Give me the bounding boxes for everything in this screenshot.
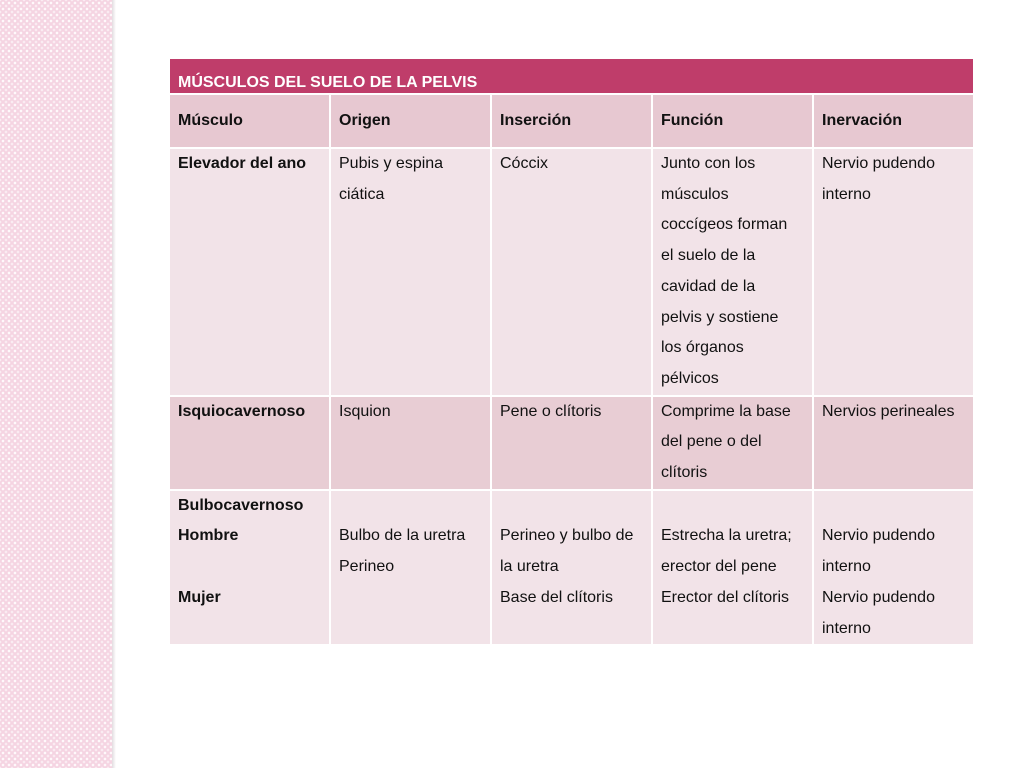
funcion-line: pélvicos [661, 369, 719, 387]
funcion-line: Estrecha la uretra; [661, 527, 792, 545]
inervacion-line: Nervio pudendo [822, 527, 935, 545]
insercion-line: la uretra [500, 558, 559, 576]
spacer [178, 552, 321, 583]
cell-origen [330, 490, 491, 646]
table-row [169, 148, 974, 396]
mujer-label: Mujer [178, 588, 221, 606]
table-title: MÚSCULOS DEL SUELO DE LA PELVIS [169, 58, 974, 94]
funcion-line: erector del pene [661, 558, 777, 576]
cell-origen [330, 148, 491, 396]
origen-line: Pubis y espina [339, 155, 444, 172]
insercion-line: Base del clítoris [500, 588, 613, 606]
hombre-label: Hombre [178, 527, 239, 545]
cell-inervacion [813, 396, 974, 490]
origen-line: Bulbo de la uretra [339, 527, 466, 545]
inervacion-line: interno [822, 185, 871, 203]
cell-musculo [169, 490, 330, 646]
origen-line: Perineo [339, 558, 395, 576]
table-title-row [169, 58, 974, 94]
header-funcion: Función [652, 94, 813, 148]
funcion-line: clítoris [661, 464, 708, 482]
cell-insercion [491, 148, 652, 396]
funcion-line: cavidad de la [661, 277, 756, 295]
header-inervacion: Inervación [813, 94, 974, 148]
muscles-table-container [168, 57, 973, 646]
cell-funcion [652, 396, 813, 490]
origen-line: ciática [339, 185, 385, 203]
spacer [500, 491, 643, 522]
origen-line: Isquion [339, 402, 391, 420]
funcion-line: músculos [661, 185, 729, 203]
cell-funcion [652, 490, 813, 646]
spacer [822, 491, 965, 522]
cell-inervacion [813, 148, 974, 396]
spacer [339, 491, 482, 522]
decorative-side-band [0, 0, 112, 768]
funcion-line: pelvis y sostiene [661, 308, 779, 326]
funcion-line: Junto con los [661, 155, 756, 172]
cell-origen [330, 396, 491, 490]
cell-musculo [169, 396, 330, 490]
header-insercion: Inserción [491, 94, 652, 148]
funcion-line: Erector del clítoris [661, 588, 790, 606]
table-row [169, 396, 974, 490]
table-header-row [169, 94, 974, 148]
funcion-line: los órganos [661, 339, 744, 357]
cell-musculo [169, 148, 330, 396]
muscle-name: Elevador del ano [178, 155, 307, 172]
muscle-name: Isquiocavernoso [178, 402, 306, 420]
header-origen: Origen [330, 94, 491, 148]
side-band-shadow [112, 0, 116, 768]
funcion-line: coccígeos forman [661, 216, 788, 234]
inervacion-line: Nervio pudendo [822, 588, 935, 606]
insercion-line: Perineo y bulbo de [500, 527, 634, 545]
inervacion-line: Nervios perineales [822, 402, 955, 420]
cell-funcion [652, 148, 813, 396]
pelvic-floor-muscles-table [168, 57, 975, 646]
inervacion-line: interno [822, 619, 871, 637]
insercion-line: Cóccix [500, 155, 549, 172]
cell-insercion [491, 490, 652, 646]
funcion-line: Comprime la base [661, 402, 791, 420]
funcion-line: el suelo de la [661, 247, 756, 265]
funcion-line: del pene o del [661, 433, 762, 451]
cell-inervacion [813, 490, 974, 646]
table-row [169, 490, 974, 646]
inervacion-line: Nervio pudendo [822, 155, 935, 172]
header-musculo: Músculo [169, 94, 330, 148]
inervacion-line: interno [822, 558, 871, 576]
insercion-line: Pene o clítoris [500, 402, 602, 420]
muscle-name: Bulbocavernoso [178, 496, 304, 514]
spacer [661, 491, 804, 522]
cell-insercion [491, 396, 652, 490]
